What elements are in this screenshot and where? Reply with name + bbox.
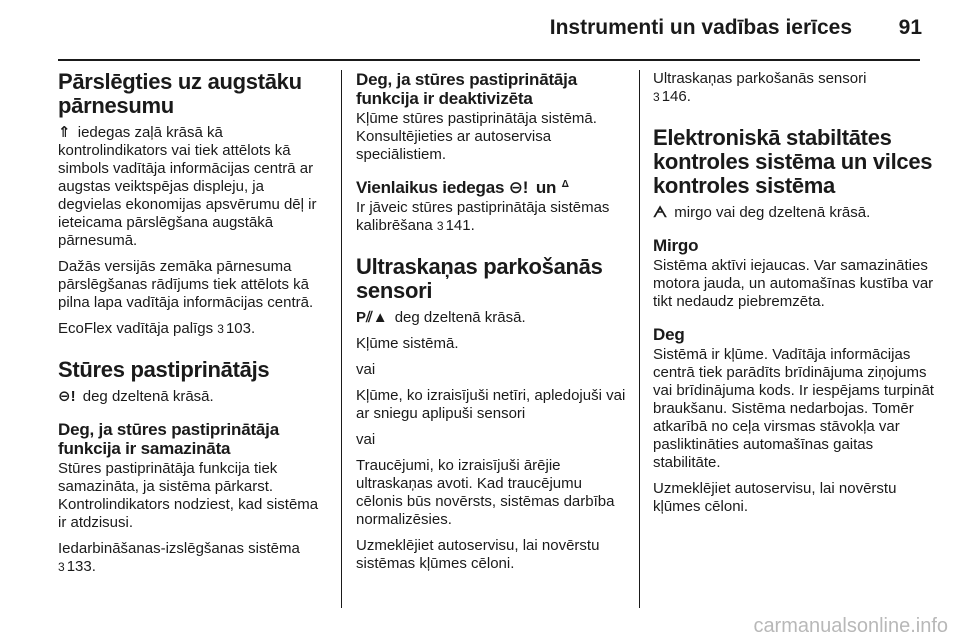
paragraph-text: deg dzeltenā krāsā. (82, 388, 214, 405)
paragraph: Kļūme sistēmā. (356, 335, 459, 352)
paragraph: Uzmeklējiet autoservisu, lai novērstu sistēmas kļūmes cēloni. (356, 537, 600, 572)
page-reference[interactable]: 141. (445, 217, 475, 234)
page-header (0, 0, 960, 60)
shift-up-icon: ⇑ (58, 124, 71, 141)
paragraph: Kļūme stūres pastiprinātāja sistēmā. Konsultējieties ar autoservisa speciālistiem. (356, 110, 597, 163)
page-reference[interactable]: 146. (661, 88, 691, 105)
paragraph: Traucējumi, ko izraisījuši ārējie ultraskaņas avoti. Kad traucējumu cēlonis būs novērsts, sistēmas darbība normalizēsies. (356, 457, 615, 528)
paragraph: vai (356, 431, 376, 448)
column-2 (356, 70, 628, 581)
paragraph (58, 320, 330, 338)
paragraph (58, 388, 330, 406)
lane-icon: ᐞ (560, 178, 570, 197)
paragraph: Dažās versijās zemāka pārnesuma pārslēgšanas rādījums tiek attēlots kā pilna lapa vadītāja informācijas centrā. (58, 258, 314, 311)
header-title: Instrumenti un vadības ierīces (549, 16, 852, 39)
heading-parking-sensors: Ultraskaņas parkošanās sensori (356, 254, 603, 303)
paragraph-text: iedegas zaļā krāsā kā kontrolindikators vai tiek attēlots kā simbols vadītāja informācijas centrā ar augstas veiktspējas displeju, ja degvielas ekonomijas apsvērumu dēļ ir ieteicama pārslēgšana augstākā pārnesumā. (58, 124, 317, 249)
paragraph: Uzmeklējiet autoservisu, lai novērstu kļūmes cēloni. (653, 480, 897, 515)
paragraph-text: Ultraskaņas parkošanās sensori (653, 70, 867, 87)
paragraph-text: EcoFlex vadītāja palīgs (58, 320, 214, 337)
power-steering-icon: ⊖! (508, 178, 529, 197)
column-1 (58, 70, 330, 584)
power-steering-icon: ⊖! (58, 388, 76, 405)
column-divider (341, 70, 342, 608)
paragraph-text: Ir jāveic stūres pastiprinātāja sistēmas kalibrēšana (356, 199, 610, 234)
paragraph (653, 70, 943, 106)
subheading-both-lamps: Vienlaikus iedegas ⊖! un ᐞ (356, 178, 570, 197)
heading-esc: Elektroniskā stabiltātes kontroles sistēma un vilces kontroles sistēma (653, 125, 933, 198)
reference-arrow-icon: 3 (58, 560, 65, 574)
paragraph: Sistēmā ir kļūme. Vadītāja informācijas centrā tiek parādīts brīdinājuma ziņojums vai brīdinājuma kods. Ir iespējams turpināt braukšanu. Sistēma nedarbojas. Tomēr atkarībā no ceļa virsmas stāvokļa var pasliktināties automašīnas gaitas stabilitāte. (653, 346, 934, 471)
reference-arrow-icon: 3 (653, 90, 660, 104)
column-divider (639, 70, 640, 608)
paragraph: Sistēma aktīvi iejaucas. Var samazināties motora jauda, un automašīnas kustība var tikt nedaudz piebremzēta. (653, 257, 934, 310)
page-reference[interactable]: 103. (225, 320, 256, 337)
subheading-blinks: Mirgo (653, 236, 699, 255)
paragraph: Stūres pastiprinātāja funkcija tiek samazināta, ja sistēma pārkarst. Kontrolindikators nodziest, kad sistēma ir atdzisusi. (58, 460, 319, 531)
watermark: carmanualsonline.info (753, 615, 948, 637)
paragraph-text: Iedarbināšanas-izslēgšanas sistēma (58, 540, 300, 557)
paragraph: Kļūme, ko izraisījuši netīri, apledojuši vai ar sniegu aplipuši sensori (356, 387, 626, 422)
paragraph (356, 199, 628, 235)
heading-power-steering: Stūres pastiprinātājs (58, 357, 270, 382)
subheading-reduced: Deg, ja stūres pastiprinātāja funkcija ir samazināta (58, 420, 279, 458)
paragraph (653, 204, 943, 222)
subheading-deactivated: Deg, ja stūres pastiprinātāja funkcija ir deaktivizēta (356, 70, 577, 108)
header-rule (58, 59, 920, 61)
paragraph (58, 540, 330, 576)
page-number: 91 (898, 16, 922, 39)
heading-shift-up: Pārslēgties uz augstāku pārnesumu (58, 69, 302, 118)
paragraph (58, 124, 330, 250)
paragraph-text: mirgo vai deg dzeltenā krāsā. (674, 204, 871, 221)
paragraph-text: deg dzeltenā krāsā. (394, 309, 526, 326)
reference-arrow-icon: 3 (436, 219, 444, 233)
subheading-lights: Deg (653, 325, 685, 344)
paragraph: vai (356, 361, 376, 378)
column-3 (653, 70, 943, 524)
parking-sensor-icon: P⫽▲ (356, 309, 388, 326)
paragraph (356, 309, 628, 327)
reference-arrow-icon: 3 (217, 322, 224, 336)
esc-icon: ᗅ (653, 204, 668, 221)
page-reference[interactable]: 133. (66, 558, 96, 575)
